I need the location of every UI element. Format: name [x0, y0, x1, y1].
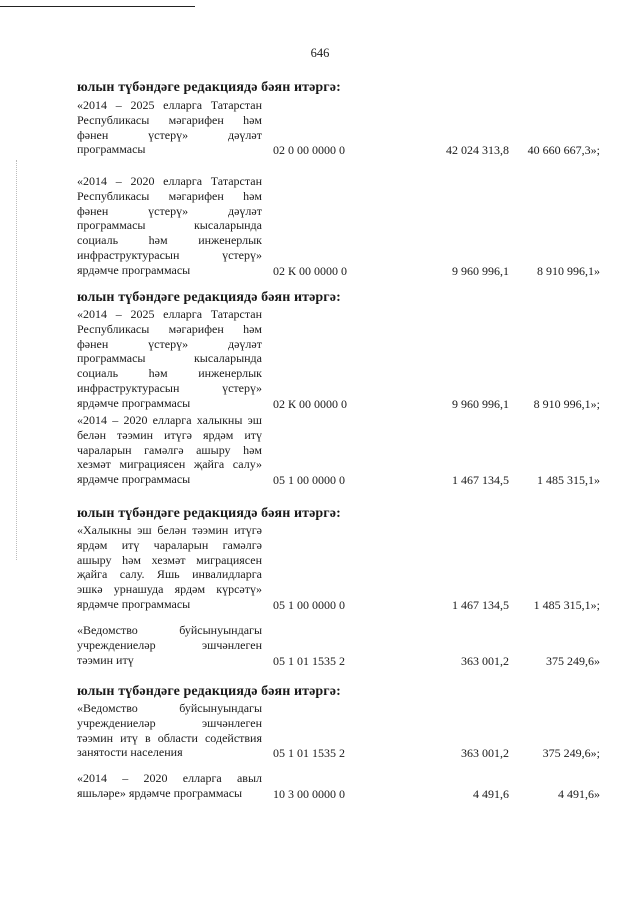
description-line: «2014 – 2020 елларга авыл — [77, 771, 262, 785]
budget-code: 02 0 00 0000 0 — [273, 143, 345, 158]
program-description — [77, 701, 262, 760]
block-heading: юлын түбәндәге редакциядә бәян итәргә: — [77, 80, 341, 95]
description-line: «2014 – 2020 елларга халыкны эш — [77, 413, 262, 427]
amount-value-1: 9 960 996,1 — [452, 396, 509, 411]
amount-value-1: 363 001,2 — [461, 746, 509, 761]
amount-value-2: 1 485 315,1» — [537, 473, 600, 488]
description-line: «2014 – 2025 елларга Татарстан — [77, 98, 262, 112]
description-line: программасы кысаларында — [77, 351, 262, 366]
amount-value-2: 1 485 315,1»; — [533, 598, 600, 612]
scan-margin-marks — [16, 160, 17, 560]
budget-code: 05 1 00 0000 0 — [273, 473, 345, 488]
amount-value-2: 375 249,6» — [546, 653, 600, 668]
description-line: занятости населения — [77, 745, 183, 760]
description-line: ярдәмче программасы — [77, 262, 191, 277]
description-line: тәэмин итү — [77, 652, 134, 667]
amount-value-1: 42 024 313,8 — [446, 143, 509, 158]
description-line: ярдәмче программасы — [77, 596, 191, 611]
description-line: ярдәмче программасы — [77, 472, 191, 487]
budget-code: 02 К 00 0000 0 — [273, 396, 348, 411]
program-description — [77, 307, 262, 411]
description-line: программасы — [77, 142, 146, 157]
description-line: ашыру һәм хезмәт миграциясен — [77, 552, 262, 567]
budget-code: 10 3 00 0000 0 — [273, 786, 345, 801]
top-rule — [0, 6, 195, 7]
description-line: фәнен үстерү» дәүләт — [77, 127, 262, 142]
description-line: «Халыкны эш белән тәэмин итүгә — [77, 523, 262, 537]
block-heading: юлын түбәндәге редакциядә бәян итәргә: — [77, 290, 341, 305]
description-line: учреждениеләр эшчәнлеген — [77, 637, 262, 652]
amount-value-2: 40 660 667,3»; — [527, 143, 600, 158]
description-line: Республикасы мәгарифен һәм — [77, 112, 262, 127]
amount-value-1: 4 491,6 — [473, 786, 509, 801]
description-line: җайга салу. Яшь инвалидларга — [77, 567, 262, 582]
description-line: Республикасы мәгарифен һәм — [77, 188, 262, 203]
block-heading: юлын түбәндәге редакциядә бәян итәргә: — [77, 506, 341, 521]
description-line: ярдәмче программасы — [77, 395, 191, 410]
program-description — [77, 771, 262, 801]
amount-value-1: 1 467 134,5 — [452, 473, 509, 488]
description-line: учреждениеләр эшчәнлеген — [77, 715, 262, 730]
description-line: программасы кысаларында — [77, 218, 262, 233]
program-description — [77, 523, 262, 612]
description-line: эшкә урнашуда ярдәм күрсәтү» — [77, 582, 262, 597]
block-heading: юлын түбәндәге редакциядә бәян итәргә: — [77, 684, 341, 699]
description-line: фәнен үстерү» дәүләт — [77, 203, 262, 218]
budget-code: 05 1 01 1535 2 — [273, 653, 345, 668]
program-description — [77, 623, 262, 667]
description-line: социаль һәм инженерлык — [77, 366, 262, 381]
amount-value-2: 4 491,6» — [558, 786, 600, 801]
description-line: «Ведомство буйсынуындагы — [77, 701, 262, 715]
amount-value-2: 8 910 996,1» — [537, 263, 600, 278]
description-line: хезмәт миграциясен җайга салу» — [77, 457, 262, 472]
description-line: тәэмин итү в области содействия — [77, 730, 262, 745]
description-line: «Ведомство буйсынуындагы — [77, 623, 262, 637]
amount-value-1: 9 960 996,1 — [452, 263, 509, 278]
budget-code: 02 К 00 0000 0 — [273, 263, 348, 278]
program-description — [77, 98, 262, 157]
description-line: «2014 – 2020 елларга Татарстан — [77, 174, 262, 188]
description-line: яшьләре» ярдәмче программасы — [77, 785, 243, 800]
description-line: ярдәм итү чараларын гамәлгә — [77, 537, 262, 552]
budget-code: 05 1 01 1535 2 — [273, 746, 345, 761]
description-line: социаль һәм инженерлык — [77, 233, 262, 248]
budget-code: 05 1 00 0000 0 — [273, 598, 345, 612]
program-description — [77, 174, 262, 278]
description-line: инфраструктурасын үстерү» — [77, 247, 262, 262]
amount-value-2: 375 249,6»; — [542, 746, 600, 761]
description-line: белән тәэмин итүгә ярдәм итү — [77, 427, 262, 442]
description-line: «2014 – 2025 елларга Татарстан — [77, 307, 262, 321]
amount-value-1: 363 001,2 — [461, 653, 509, 668]
amount-value-1: 1 467 134,5 — [452, 598, 509, 612]
amount-value-2: 8 910 996,1»; — [533, 396, 600, 411]
description-line: инфраструктурасын үстерү» — [77, 380, 262, 395]
description-line: фәнен үстерү» дәүләт — [77, 336, 262, 351]
description-line: Республикасы мәгарифен һәм — [77, 321, 262, 336]
page-number: 646 — [310, 46, 330, 60]
description-line: чараларын гамәлгә ашыру һәм — [77, 442, 262, 457]
program-description — [77, 413, 262, 487]
